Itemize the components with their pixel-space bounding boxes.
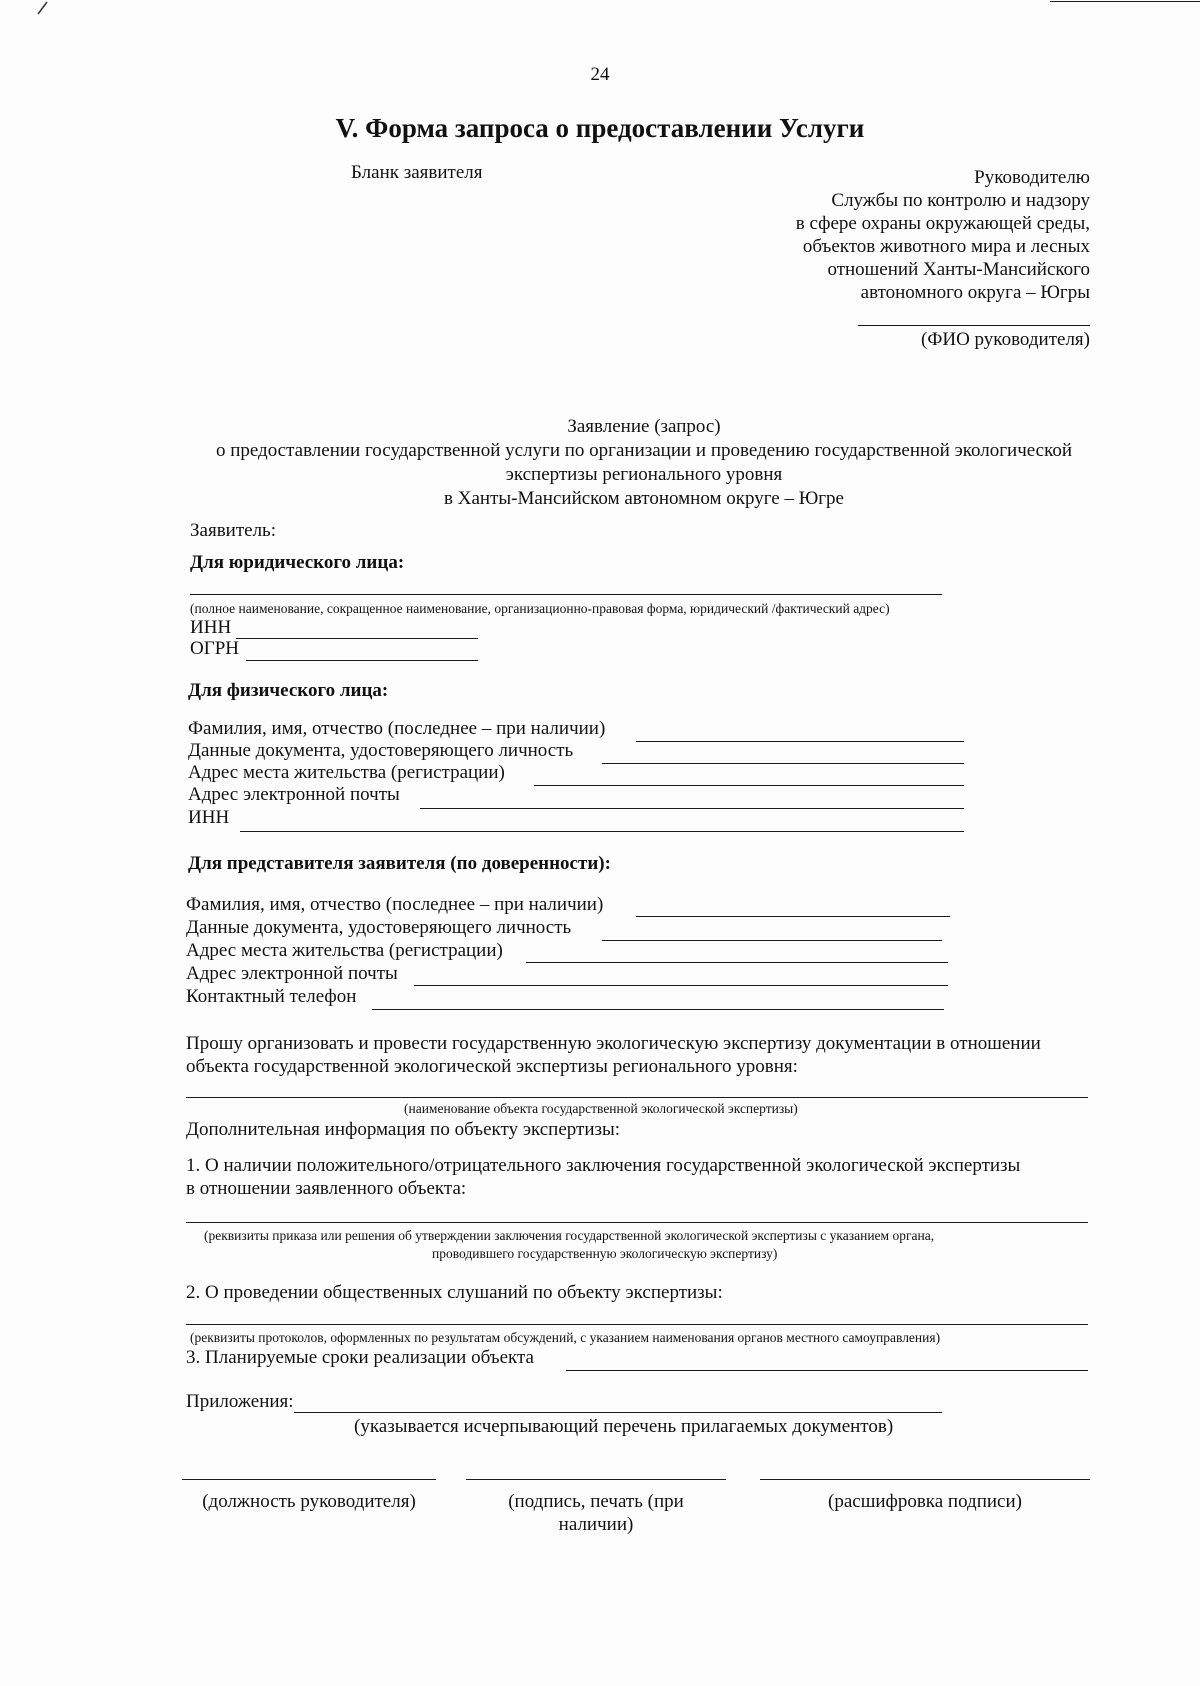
individual-email-field[interactable] [420,808,964,809]
signature-caption: (подпись, печать (при [508,1491,684,1512]
addressee-line: объектов животного мира и лесных [802,236,1090,257]
legal-ogrn-label: ОГРН [190,638,239,659]
signature-line[interactable] [466,1479,726,1480]
head-name-caption: (ФИО руководителя) [921,329,1090,350]
item-2-text: 2. О проведении общественных слушаний по объекту экспертизы: [186,1282,723,1303]
representative-heading: Для представителя заявителя (по доверенности): [188,853,611,874]
legal-ogrn-field[interactable] [246,660,478,661]
legal-entity-caption: (полное наименование, сокращенное наименование, организационно-правовая форма, юридический /фактический адрес) [190,601,890,616]
item-3-text: 3. Планируемые сроки реализации объекта [186,1347,534,1368]
position-signature-line[interactable] [182,1479,436,1480]
item-3-timeline-field[interactable] [566,1370,1088,1371]
representative-phone-field[interactable] [372,1009,944,1010]
legal-inn-field[interactable] [236,638,478,639]
attachments-field[interactable] [294,1412,942,1413]
individual-inn-field[interactable] [240,831,964,832]
addressee-line: Службы по контролю и надзору [831,190,1090,211]
representative-address-field[interactable] [526,962,948,963]
individual-id-document-field[interactable] [602,763,964,764]
item-1-caption: проводившего государственную экологическую экспертизу) [432,1246,778,1261]
legal-entity-name-field[interactable] [190,594,942,595]
decoding-caption: (расшифровка подписи) [828,1491,1022,1512]
head-name-field[interactable] [858,325,1090,326]
individual-field-label: Фамилия, имя, отчество (последнее – при наличии) [188,718,606,739]
scan-mark-top-left [36,0,50,16]
applicant-label: Заявитель: [190,520,276,541]
request-header-line: Заявление (запрос) [567,416,721,437]
representative-field-label: Фамилия, имя, отчество (последнее – при наличии) [186,894,604,915]
expertise-object-caption: (наименование объекта государственной экологической экспертизы) [404,1101,798,1116]
signature-decoding-line[interactable] [760,1479,1090,1480]
request-header-line: о предоставлении государственной услуги по организации и проведению государственной экологической [215,440,1073,461]
request-header-line: экспертизы регионального уровня [505,464,783,485]
attachments-label: Приложения: [186,1391,294,1412]
position-caption: (должность руководителя) [202,1491,416,1512]
item-1-caption: (реквизиты приказа или решения об утверждении заключения государственной экологической экспертизы с указанием органа, [204,1228,935,1243]
request-text: объекта государственной экологической экспертизы регионального уровня: [186,1056,798,1077]
addressee-line: автономного округа – Югры [860,282,1090,303]
representative-field-label: Адрес электронной почты [186,963,398,984]
item-1-text: в отношении заявленного объекта: [186,1178,467,1199]
item-2-hearings-field[interactable] [186,1324,1088,1325]
individual-fio-field[interactable] [636,741,964,742]
legal-entity-heading: Для юридического лица: [190,552,405,573]
request-text: Прошу организовать и провести государственную экологическую экспертизу документации в отношении [186,1033,1041,1054]
representative-field-label: Данные документа, удостоверяющего личность [186,917,572,938]
page-number: 24 [590,64,610,85]
representative-id-document-field[interactable] [602,940,942,941]
item-1-text: 1. О наличии положительного/отрицательного заключения государственной экологической экспертизы [186,1155,1021,1176]
representative-field-label: Контактный телефон [186,986,357,1007]
scan-mark-top-right [1050,1,1200,2]
addressee-line: в сфере охраны окружающей среды, [795,213,1090,234]
legal-inn-label: ИНН [190,617,232,638]
attachments-caption: (указывается исчерпывающий перечень прилагаемых документов) [354,1416,894,1437]
applicant-blank-label: Бланк заявителя [351,162,483,183]
representative-email-field[interactable] [414,985,948,986]
section-title: V. Форма запроса о предоставлении Услуги [335,113,865,143]
additional-info-label: Дополнительная информация по объекту экспертизы: [186,1119,621,1140]
request-header-line: в Ханты-Мансийском автономном округе – Югре [444,488,844,509]
individual-address-field[interactable] [534,785,964,786]
addressee-line: Руководителю [974,167,1090,188]
representative-field-label: Адрес места жительства (регистрации) [186,940,503,961]
representative-fio-field[interactable] [636,916,950,917]
individual-field-label: Адрес места жительства (регистрации) [188,762,505,783]
individual-field-label: ИНН [188,807,230,828]
addressee-line: отношений Ханты-Мансийского [827,259,1090,280]
expertise-object-field[interactable] [186,1097,1088,1098]
individual-heading: Для физического лица: [188,680,389,701]
item-2-caption: (реквизиты протоколов, оформленных по результатам обсуждений, с указанием наименования органов местного самоуправления) [190,1330,941,1345]
individual-field-label: Адрес электронной почты [188,784,400,805]
signature-caption: наличии) [558,1514,634,1535]
item-1-conclusion-field[interactable] [186,1222,1088,1223]
individual-field-label: Данные документа, удостоверяющего личность [188,740,574,761]
